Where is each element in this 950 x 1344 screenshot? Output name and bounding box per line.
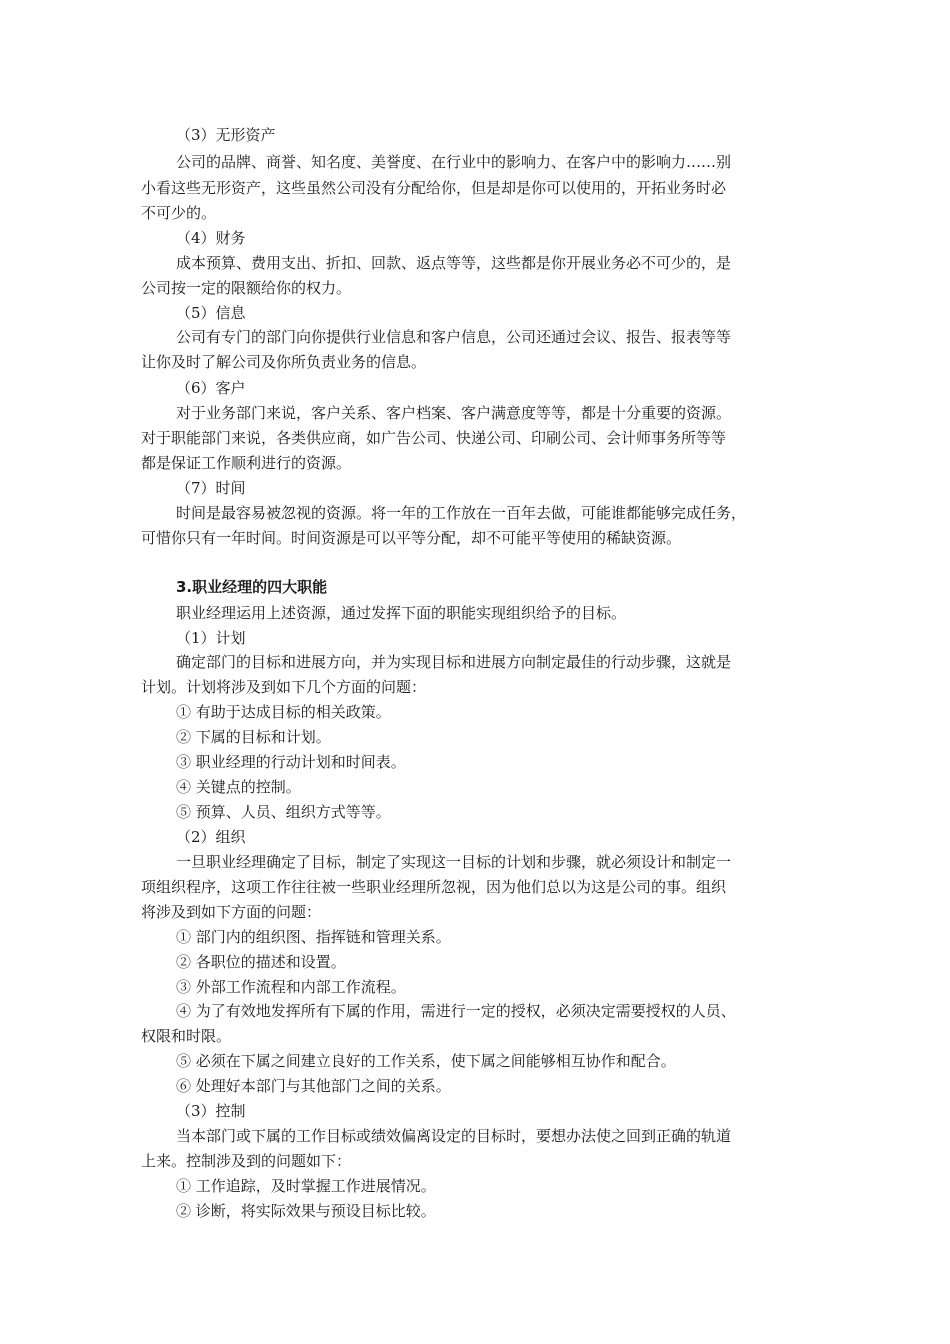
list-item: ② 诊断，将实际效果与预设目标比较。	[176, 1202, 436, 1220]
subheading-customers: （6）客户	[176, 379, 246, 397]
paragraph-line: 职业经理运用上述资源，通过发挥下面的职能实现组织给予的目标。	[176, 604, 627, 622]
paragraph-line: 对于业务部门来说，客户关系、客户档案、客户满意度等等，都是十分重要的资源。	[176, 404, 732, 422]
paragraph-line: 让你及时了解公司及你所负责业务的信息。	[141, 353, 427, 371]
list-item-continuation: 权限和时限。	[141, 1027, 232, 1045]
list-item: ② 下属的目标和计划。	[176, 728, 331, 746]
paragraph-line: 将涉及到如下方面的问题：	[141, 903, 322, 921]
list-item: ② 各职位的描述和设置。	[176, 953, 346, 971]
list-item: ① 部门内的组织图、指挥链和管理关系。	[176, 928, 451, 946]
list-item: ⑥ 处理好本部门与其他部门之间的关系。	[176, 1077, 451, 1095]
paragraph-line: 计划。计划将涉及到如下几个方面的问题：	[141, 678, 427, 696]
paragraph-line: 都是保证工作顺利进行的资源。	[141, 454, 352, 472]
subheading-planning: （1）计划	[176, 629, 246, 647]
paragraph-line: 上来。控制涉及到的问题如下：	[141, 1152, 352, 1170]
paragraph-line: 时间是最容易被忽视的资源。将一年的工作放在一百年去做，可能谁都能够完成任务，	[176, 504, 747, 522]
subheading-organizing: （2）组织	[176, 828, 246, 846]
list-item: ⑤ 必须在下属之间建立良好的工作关系，使下属之间能够相互协作和配合。	[176, 1052, 676, 1070]
list-item: ⑤ 预算、人员、组织方式等等。	[176, 803, 391, 821]
paragraph-line: 成本预算、费用支出、折扣、回款、返点等等，这些都是你开展业务必不可少的，是	[176, 254, 732, 272]
list-item: ① 有助于达成目标的相关政策。	[176, 703, 391, 721]
subheading-intangible-assets: （3）无形资产	[176, 126, 276, 144]
paragraph-line: 一旦职业经理确定了目标，制定了实现这一目标的计划和步骤，就必须设计和制定一	[176, 853, 732, 871]
list-item: ① 工作追踪，及时掌握工作进展情况。	[176, 1177, 436, 1195]
section-heading-four-functions: 3.职业经理的四大职能	[176, 578, 328, 596]
paragraph-line: 可惜你只有一年时间。时间资源是可以平等分配，却不可能平等使用的稀缺资源。	[141, 529, 682, 547]
list-item: ④ 关键点的控制。	[176, 778, 301, 796]
paragraph-line: 当本部门或下属的工作目标或绩效偏离设定的目标时，要想办法使之回到正确的轨道	[176, 1127, 732, 1145]
paragraph-line: 小看这些无形资产，这些虽然公司没有分配给你，但是却是你可以使用的，开拓业务时必	[141, 179, 727, 197]
paragraph-line: 项组织程序，这项工作往往被一些职业经理所忽视，因为他们总以为这是公司的事。组织	[141, 878, 727, 896]
subheading-information: （5）信息	[176, 304, 246, 322]
subheading-finance: （4）财务	[176, 229, 246, 247]
list-item: ④ 为了有效地发挥所有下属的作用，需进行一定的授权，必须决定需要授权的人员、	[176, 1002, 736, 1020]
subheading-time: （7）时间	[176, 479, 246, 497]
paragraph-line: 对于职能部门来说，各类供应商，如广告公司、快递公司、印刷公司、会计师事务所等等	[141, 429, 727, 447]
paragraph-line: 公司按一定的限额给你的权力。	[141, 279, 352, 297]
list-item: ③ 外部工作流程和内部工作流程。	[176, 978, 406, 996]
paragraph-line: 确定部门的目标和进展方向，并为实现目标和进展方向制定最佳的行动步骤，这就是	[176, 653, 732, 671]
paragraph-line: 公司的品牌、商誉、知名度、美誉度、在行业中的影响力、在客户中的影响力……别	[176, 153, 732, 171]
paragraph-line: 不可少的。	[141, 204, 217, 222]
paragraph-line: 公司有专门的部门向你提供行业信息和客户信息，公司还通过会议、报告、报表等等	[176, 328, 732, 346]
subheading-controlling: （3）控制	[176, 1102, 246, 1120]
list-item: ③ 职业经理的行动计划和时间表。	[176, 753, 406, 771]
